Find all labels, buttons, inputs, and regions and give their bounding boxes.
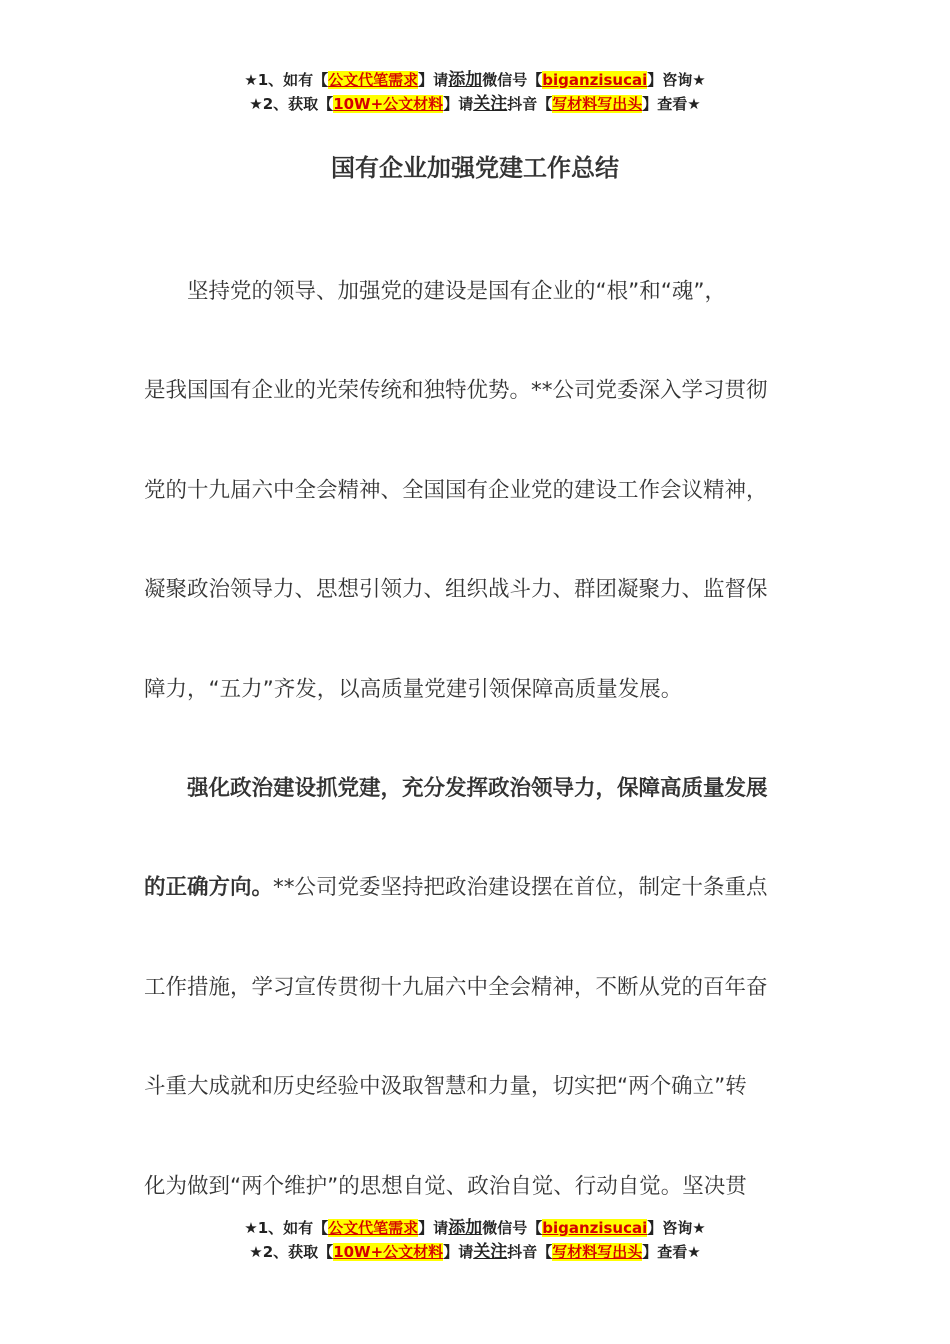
- banner-highlight: 10W+公文材料: [333, 1243, 444, 1261]
- banner-highlight: 公文代笔需求: [328, 1219, 419, 1237]
- body-line: 工作措施，学习宣传贯彻十九届六中全会精神，不断从党的百年奋: [144, 974, 768, 1000]
- banner-text: 抖音【: [507, 1243, 553, 1261]
- section-heading-end: 的正确方向。: [144, 875, 274, 901]
- section-heading: 强化政治建设抓党建，充分发挥政治领导力，保障高质量发展: [187, 775, 768, 801]
- banner-line-1: [0, 1216, 950, 1240]
- banner-text: 】咨询★: [647, 1219, 706, 1237]
- banner-highlight: 10W+公文材料: [333, 95, 444, 113]
- banner-text: 微信号【: [482, 1219, 543, 1237]
- banner-text: 抖音【: [507, 95, 553, 113]
- banner-text: ★1、如有【: [244, 1219, 329, 1237]
- banner-highlight: biganzisucai: [542, 71, 648, 89]
- document-body: [144, 242, 808, 1236]
- banner-highlight: 写材料写出头: [552, 95, 643, 113]
- banner-text: 】查看★: [642, 95, 701, 113]
- banner-text: 】请: [443, 95, 474, 113]
- banner-text: 】请: [418, 1219, 449, 1237]
- banner-emphasis: 添加: [448, 70, 483, 90]
- body-line: 化为做到“两个维护”的思想自觉、政治自觉、行动自觉。坚决贯: [144, 1173, 747, 1199]
- body-line: 凝聚政治领导力、思想引领力、组织战斗力、群团凝聚力、监督保: [144, 577, 768, 603]
- banner-highlight: 公文代笔需求: [328, 71, 419, 89]
- body-line: 党的十九届六中全会精神、全国国有企业党的建设工作会议精神，: [144, 477, 768, 503]
- body-line-bold: [144, 739, 808, 838]
- banner-emphasis: 添加: [448, 1218, 483, 1238]
- banner-text: ★1、如有【: [244, 71, 329, 89]
- banner-emphasis: 关注: [473, 1242, 508, 1262]
- banner-text: 】查看★: [642, 1243, 701, 1261]
- document-title: 国有企业加强党建工作总结: [331, 154, 619, 182]
- banner-text: 】咨询★: [647, 71, 706, 89]
- banner-line-1: [0, 68, 950, 92]
- body-line: 障力，“五力”齐发，以高质量党建引领保障高质量发展。: [144, 676, 683, 702]
- banner-emphasis: 关注: [473, 94, 508, 114]
- banner-highlight: 写材料写出头: [552, 1243, 643, 1261]
- banner-text: ★2、获取【: [249, 1243, 334, 1261]
- banner-text: 微信号【: [482, 71, 543, 89]
- banner-highlight: biganzisucai: [542, 1219, 648, 1237]
- banner-text: 】请: [443, 1243, 474, 1261]
- banner-line-2: [0, 92, 950, 116]
- body-line: [144, 838, 808, 937]
- body-line: 是我国国有企业的光荣传统和独特优势。**公司党委深入学习贯彻: [144, 378, 768, 404]
- body-line: 坚持党的领导、加强党的建设是国有企业的“根”和“魂”，: [187, 279, 727, 304]
- footer-banner: [0, 1216, 950, 1264]
- header-banner: [0, 68, 950, 116]
- banner-line-2: [0, 1240, 950, 1264]
- banner-text: ★2、获取【: [249, 95, 334, 113]
- body-text: **公司党委坚持把政治建设摆在首位，制定十条重点: [273, 875, 768, 901]
- banner-text: 】请: [418, 71, 449, 89]
- body-line: 斗重大成就和历史经验中汲取智慧和力量，切实把“两个确立”转: [144, 1074, 747, 1100]
